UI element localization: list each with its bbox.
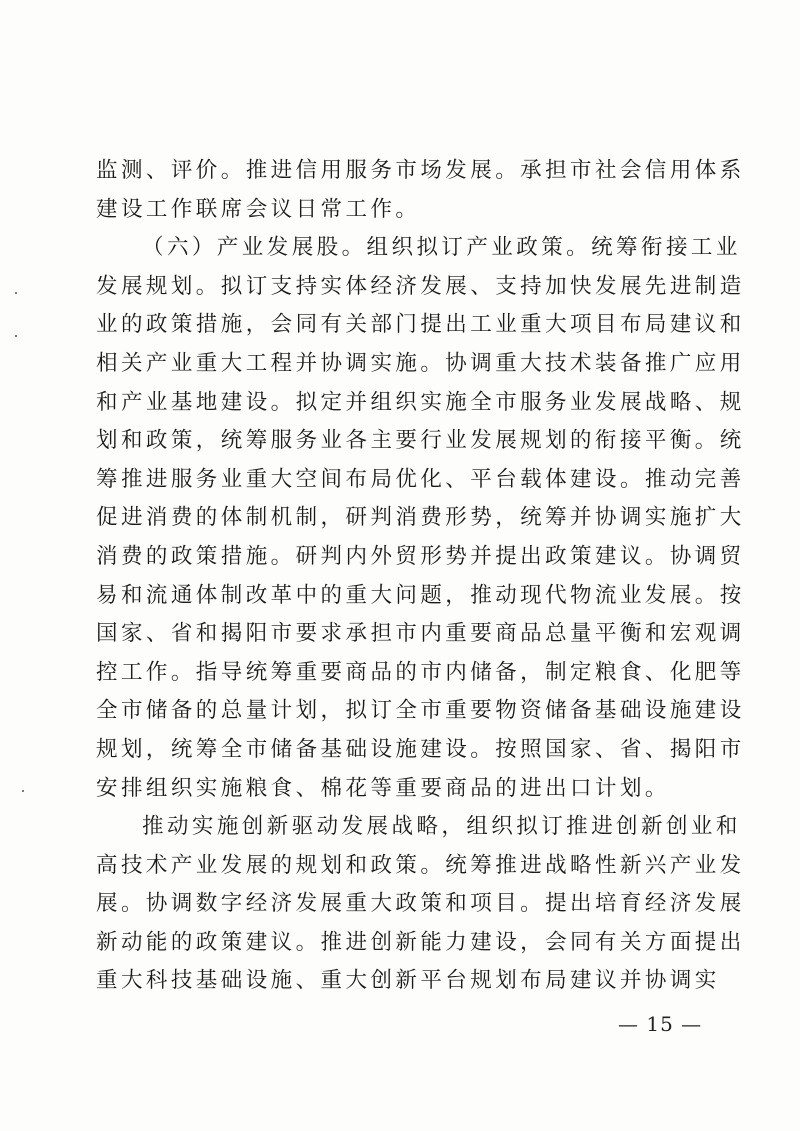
- page-number: — 15 —: [618, 1012, 703, 1036]
- text-line: 发展规划。拟订支持实体经济发展、支持加快发展先进制造: [96, 273, 745, 299]
- text-line: 监测、评价。推进信用服务市场发展。承担市社会信用体系: [96, 158, 745, 183]
- text-line: 相关产业重大工程并协调实施。协调重大技术装备推广应用: [96, 350, 745, 376]
- text-line: 国家、省和揭阳市要求承担市内重要商品总量平衡和宏观调: [96, 621, 745, 647]
- text-line: 易和流通体制改革中的重大问题，推动现代物流业发展。按: [96, 582, 745, 608]
- text-line: 规划，统筹全市储备基础设施建设。按照国家、省、揭阳市: [96, 736, 745, 762]
- text-line: 业的政策措施，会同有关部门提出工业重大项目布局建议和: [96, 312, 745, 338]
- paragraph-start-line: 推动实施创新驱动发展战略，组织拟订推进创新创业和: [142, 814, 741, 840]
- scan-speck: [15, 335, 17, 337]
- text-line: 全市储备的总量计划，拟订全市重要物资储备基础设施建设: [96, 698, 745, 724]
- text-line: 促进消费的体制机制，研判消费形势，统筹并协调实施扩大: [96, 505, 745, 531]
- scan-speck: [22, 790, 24, 792]
- text-line: 展。协调数字经济发展重大政策和项目。提出培育经济发展: [96, 891, 745, 917]
- text-line: 消费的政策措施。研判内外贸形势并提出政策建议。协调贸: [96, 543, 745, 569]
- text-line: 安排组织实施粮食、棉花等重要商品的进出口计划。: [96, 775, 670, 801]
- text-line: 重大科技基础设施、重大创新平台规划布局建议并协调实: [96, 968, 720, 994]
- text-line: 建设工作联席会议日常工作。: [96, 196, 421, 222]
- text-line: 划和政策，统筹服务业各主要行业发展规划的衔接平衡。统: [96, 428, 745, 454]
- text-line: 和产业基地建设。拟定并组织实施全市服务业发展战略、规: [96, 389, 745, 415]
- text-line: 筹推进服务业重大空间布局优化、平台载体建设。推动完善: [96, 466, 745, 492]
- text-line: 新动能的政策建议。推进创新能力建设，会同有关方面提出: [96, 929, 745, 955]
- text-line: 高技术产业发展的规划和政策。统筹推进战略性新兴产业发: [96, 852, 745, 878]
- scan-speck: [15, 292, 17, 294]
- document-body: [96, 152, 745, 1001]
- section-heading-line: （六）产业发展股。组织拟订产业政策。统筹衔接工业: [142, 235, 741, 261]
- text-line: 控工作。指导统筹重要商品的市内储备，制定粮食、化肥等: [96, 659, 745, 685]
